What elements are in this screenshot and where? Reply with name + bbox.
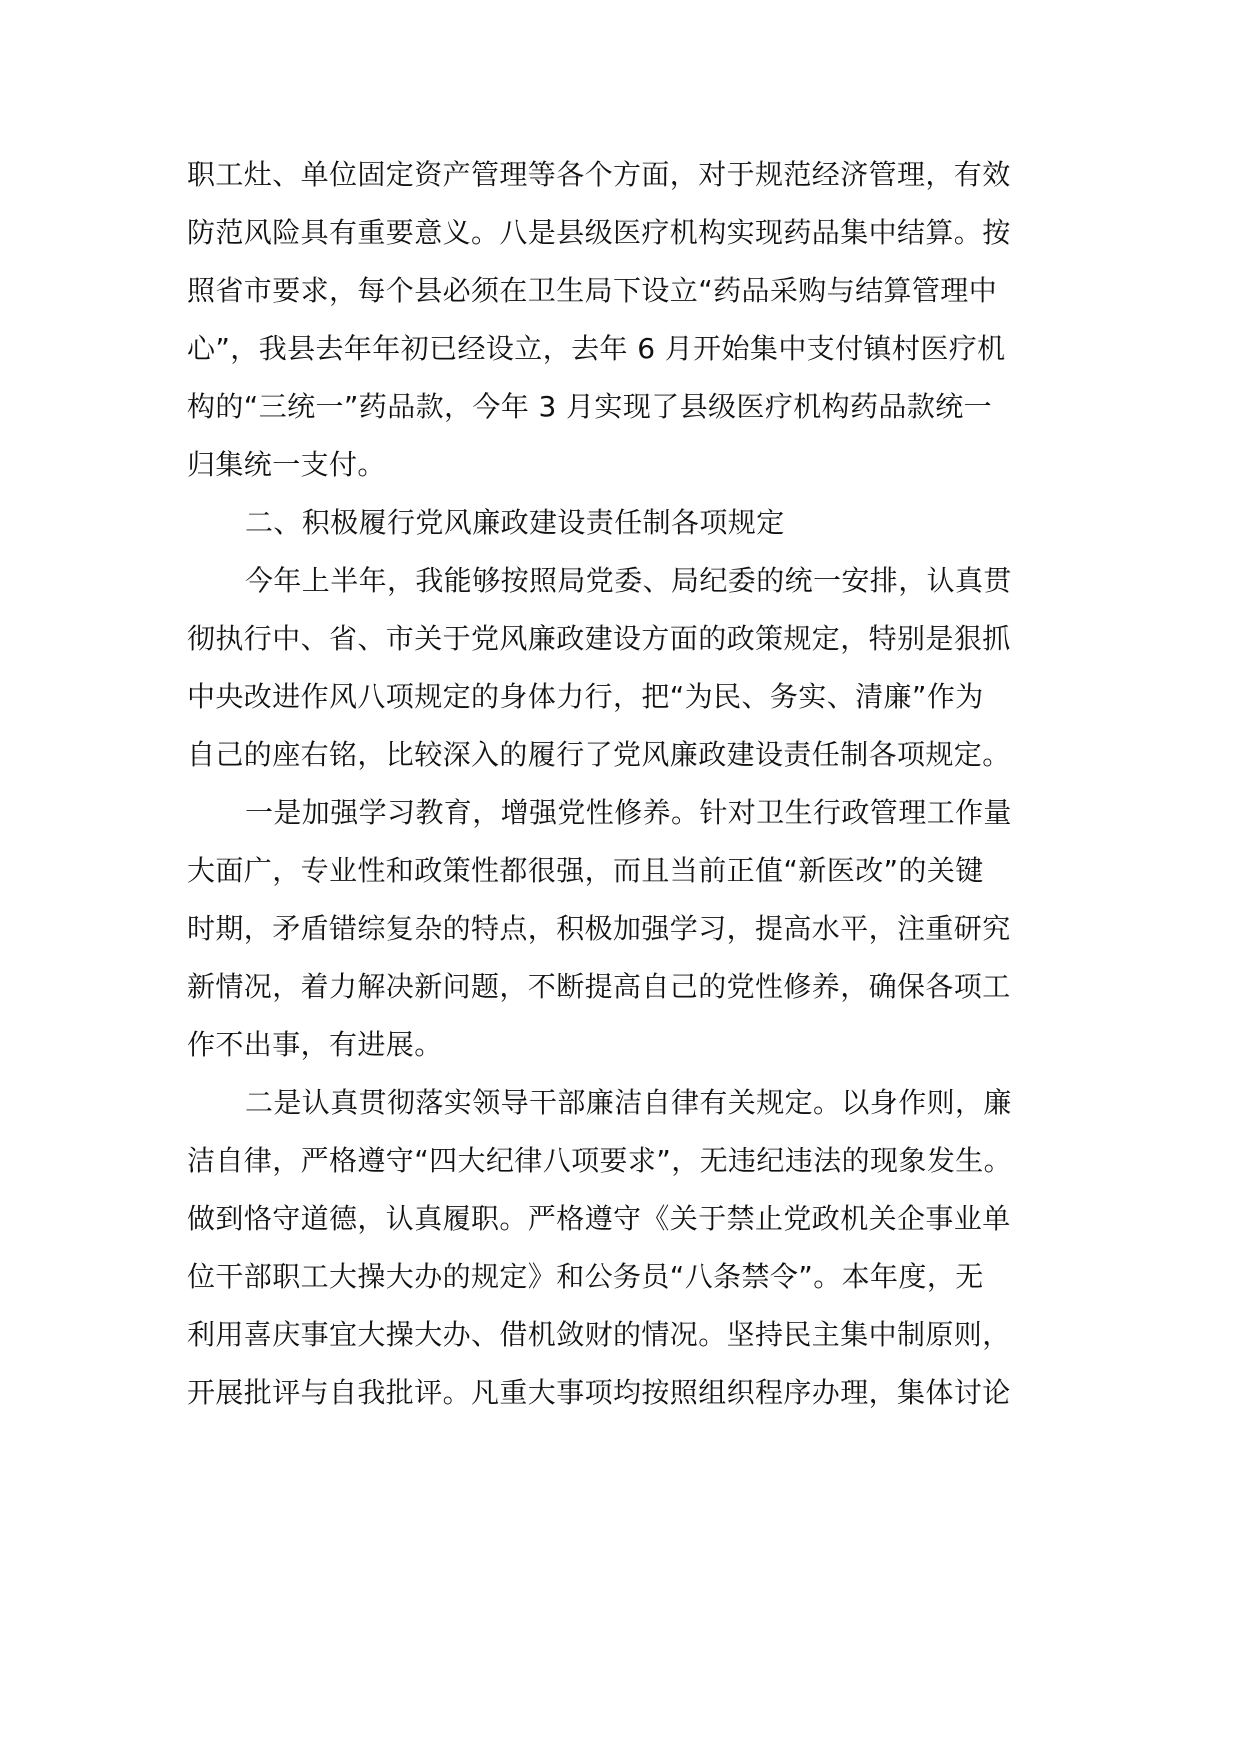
text-line: 大面广，专业性和政策性都很强，而且当前正值“新医改”的关键: [187, 854, 984, 887]
text-line: 防范风险具有重要意义。八是县级医疗机构实现药品集中结算。按: [187, 216, 1011, 249]
text-line: 新情况，着力解决新问题，不断提高自己的党性修养，确保各项工: [187, 970, 1011, 1003]
text-line: 开展批评与自我批评。凡重大事项均按照组织程序办理，集体讨论: [187, 1376, 1011, 1409]
text-line: 今年上半年，我能够按照局党委、局纪委的统一安排，认真贯: [245, 564, 1012, 597]
text-line: 职工灶、单位固定资产管理等各个方面，对于规范经济管理，有效: [187, 158, 1011, 191]
text-line: 构的“三统一”药品款，今年 3 月实现了县级医疗机构药品款统一: [187, 390, 993, 423]
section-heading: 二、积极履行党风廉政建设责任制各项规定: [245, 506, 785, 539]
text-line: 一是加强学习教育，增强党性修养。针对卫生行政管理工作量: [245, 796, 1012, 829]
text-line: 洁自律，严格遵守“四大纪律八项要求”，无违纪违法的现象发生。: [187, 1144, 1013, 1177]
text-line: 心”，我县去年年初已经设立，去年 6 月开始集中支付镇村医疗机: [187, 332, 1006, 365]
text-line: 照省市要求，每个县必须在卫生局下设立“药品采购与结算管理中: [187, 274, 998, 307]
text-line: 中央改进作风八项规定的身体力行，把“为民、务实、清廉”作为: [187, 680, 984, 713]
text-line: 自己的座右铭，比较深入的履行了党风廉政建设责任制各项规定。: [187, 738, 1011, 771]
text-line: 利用喜庆事宜大操大办、借机敛财的情况。坚持民主集中制原则，: [187, 1318, 1011, 1351]
text-line: 做到恪守道德，认真履职。严格遵守《关于禁止党政机关企事业单: [187, 1202, 1011, 1235]
text-line: 位干部职工大操大办的规定》和公务员“八条禁令”。本年度，无: [187, 1260, 984, 1293]
text-line: 归集统一支付。: [187, 448, 386, 481]
text-line: 彻执行中、省、市关于党风廉政建设方面的政策规定，特别是狠抓: [187, 622, 1011, 655]
text-line: 时期，矛盾错综复杂的特点，积极加强学习，提高水平，注重研究: [187, 912, 1011, 945]
text-line: 作不出事，有进展。: [187, 1028, 443, 1061]
text-line: 二是认真贯彻落实领导干部廉洁自律有关规定。以身作则，廉: [245, 1086, 1012, 1119]
